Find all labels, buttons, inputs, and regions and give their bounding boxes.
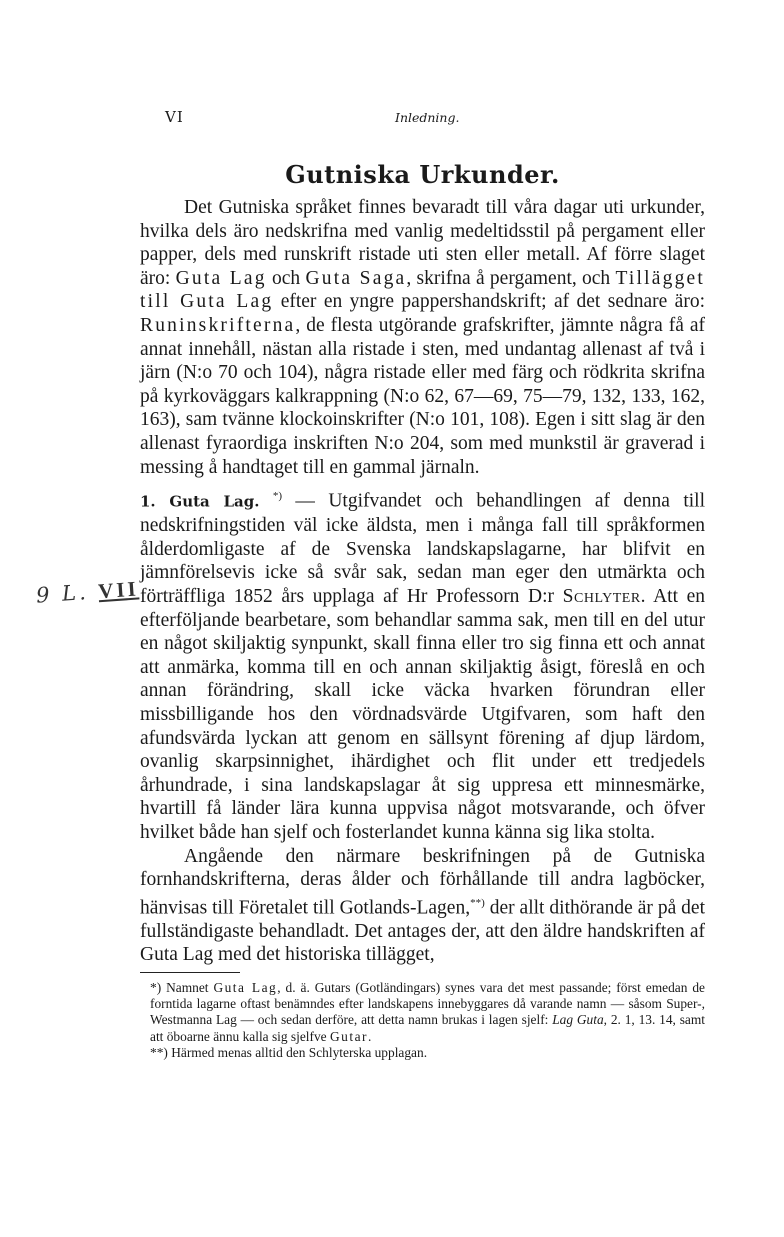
term-tillagget: Tillägget till Guta Lag <box>140 267 705 313</box>
term-runinskrifterna: Runinskrifterna <box>140 314 296 336</box>
running-head <box>165 108 705 130</box>
paragraph-section-1: 1. Guta Lag. *) — Utgifvandet och behandlingen af denna till nedskrifningstiden väl icke äldsta, men i många fall till språkformen ålderdomligaste af de Svenska landskapslagarne, har blifvit en jämnförelsevis icke så svår sak, sedan man eger den utmärkta och förträffliga 1852 års upplaga af Hr Professorn D:r Schlyter. Att en efterföljande bearbetare, som behandlar samma sak, men till en del utur en något skiljaktig synpunkt, skall finna eller tro sig finna ett och annat att anmärka, komma till en och annan skiljaktig åsigt, föreslå en och annan förändring, skall icke väcka hvarken förundran eller missbilligande hos den vördnadsvärde Utgifvaren, som haft den afundsvärda lyckan att genom en sällsynt förening af djup lärdom, ovanlig skarpsinnighet, ihärdighet och flit under ett tredjedels århundrade, i sina landskapslagar åt sig uppresa ett minnesmärke, hvartill få länder lära kunna uppvisa något motsvarande, och öfver hvilket både han sjelf och fosterlandet kunna känna sig lika stolta. <box>140 490 705 843</box>
page-number: VI <box>165 108 184 126</box>
footnote-2: **) Härmed menas alltid den Schlyterska upplagan. <box>150 1044 428 1060</box>
running-head-title: Inledning. <box>395 110 460 125</box>
name-schlyter: Schlyter <box>562 586 641 607</box>
handwritten-margin-note: 9 L. VII <box>35 576 140 608</box>
footnotes <box>150 980 705 1061</box>
paragraph-1: Det Gutniska språket finnes bevaradt till våra dagar uti urkunder, hvilka dels äro nedskrifna med vanlig medeltidsstil på pergament eller papper, dels med runskrift ristade uti sten eller metall. Af förre slaget äro: Guta Lag och Guta Saga, skrifna å pergament, och Tillägget till Guta Lag efter en yngre pappershandskrift; af det sednare äro: Runinskrifterna, de flesta utgörande grafskrifter, jämnte några få af annat innehåll, nästan alla ristade i sten, med undantag allenast af två i järn (N:o 70 och 104), några ristade eller med färg och rödkrita skrifna på kyrkoväggars kalkrappning (N:o 62, 67—69, 75—79, 132, 133, 162, 163), sam tvänne klockoinskrifter (N:o 101, 108). Egen i sitt slag är den allenast fyraordiga inskriften N:o 204, som med munkstil är graverad i messing å handtaget till en gammal järnaln. <box>140 197 705 478</box>
paragraph-3: Angående den närmare beskrifningen på de Gutniska fornhandskrifterna, deras ålder och förhållande till andra lagböcker, hänvisas till Företalet till Gotlands-Lagen,**) der allt dithörande är på det fullständigaste behandladt. Det antages der, att den äldre handskriften af Guta Lag med det historiska tillägget, <box>140 845 706 966</box>
footnote-rule <box>140 972 240 973</box>
body-text <box>140 196 705 967</box>
term-guta-saga: Guta Saga <box>305 267 407 289</box>
section-title: Gutniska Urkunder. <box>285 160 560 189</box>
footnote-ref-2: **) <box>470 896 485 909</box>
section-1-heading: 1. Guta Lag. <box>140 492 260 511</box>
footnote-1: *) Namnet Guta Lag, d. ä. Gutars (Gotländingars) synes vara det mest passande; först emedan de forntida lagarne oftast benämndes efter landskapens innebyggares då varande namn — såsom Super-, Westmanna Lag — och sedan derföre, att detta namn brukas i lagen sjelf: Lag Guta, 2. 1, 13. 14, samt att öboarne ännu kalla sig sjelfve Gutar. <box>150 980 705 1044</box>
term-guta-lag: Guta Lag <box>175 267 267 289</box>
footnote-ref-1: *) <box>272 490 283 503</box>
